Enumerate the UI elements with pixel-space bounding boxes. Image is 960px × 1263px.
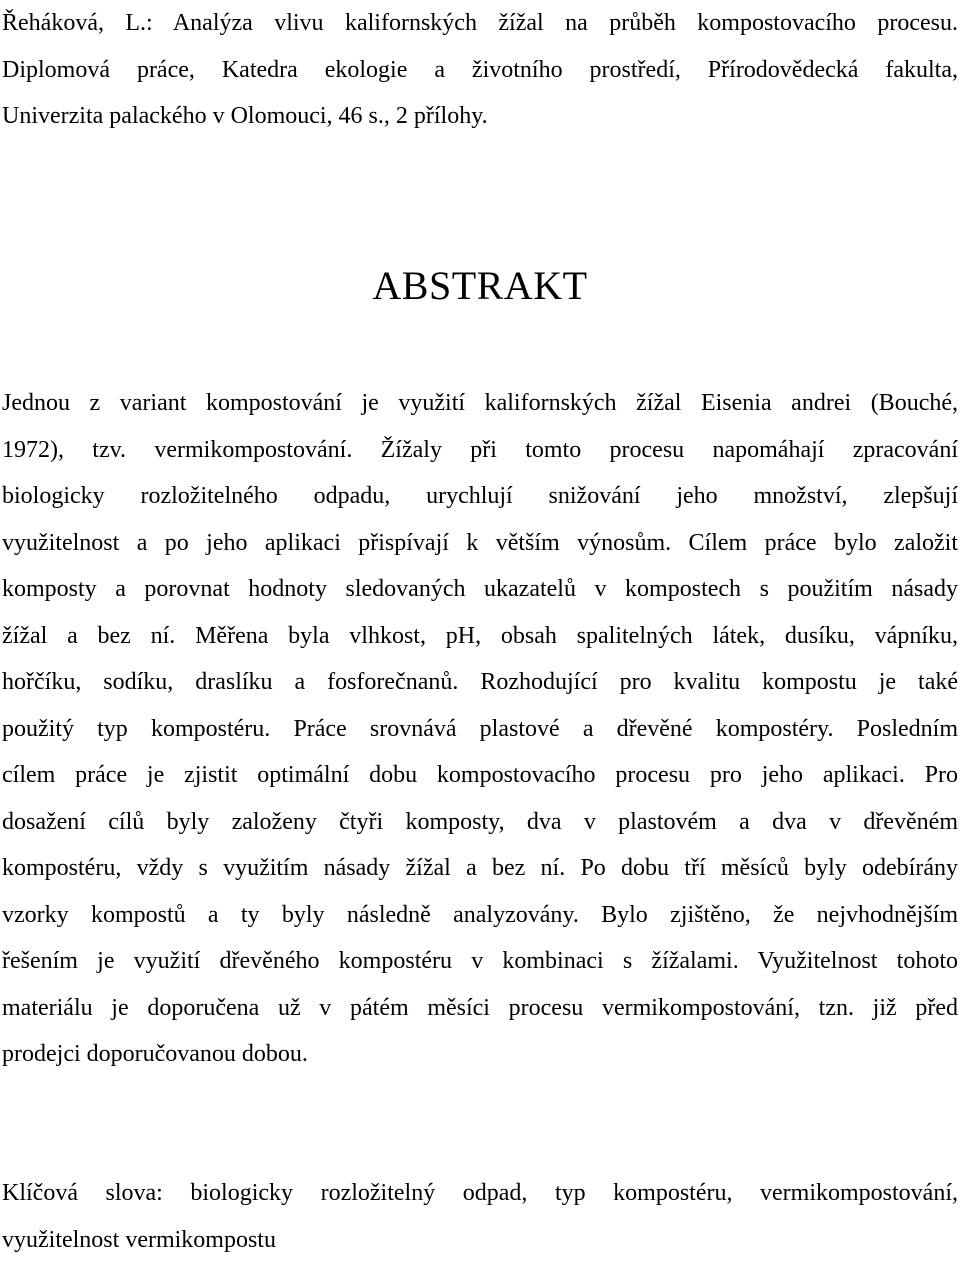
abstract-line: využitelnost a po jeho aplikaci přispívají k větším výnosům. Cílem práce bylo založit <box>2 520 958 567</box>
citation-line: Univerzita palackého v Olomouci, 46 s., 2 přílohy. <box>2 93 958 140</box>
abstract-line: materiálu je doporučena už v pátém měsíci procesu vermikompostování, tzn. již před <box>2 985 958 1032</box>
abstract-line: biologicky rozložitelného odpadu, urychlují snižování jeho množství, zlepšují <box>2 473 958 520</box>
citation-line: Řeháková, L.: Analýza vlivu kalifornských žížal na průběh kompostovacího procesu. <box>2 0 958 47</box>
abstract-line: Jednou z variant kompostování je využití kalifornských žížal Eisenia andrei (Bouché, <box>2 380 958 427</box>
keywords-line: Klíčová slova: biologicky rozložitelný odpad, typ kompostéru, vermikompostování, <box>2 1170 958 1217</box>
abstract-heading: ABSTRAKT <box>2 258 958 314</box>
abstract-line: řešením je využití dřevěného kompostéru v kombinaci s žížalami. Využitelnost tohoto <box>2 938 958 985</box>
keywords-block <box>2 1170 958 1263</box>
abstract-line: 1972), tzv. vermikompostování. Žížaly při tomto procesu napomáhají zpracování <box>2 427 958 474</box>
abstract-line: použitý typ kompostéru. Práce srovnává plastové a dřevěné kompostéry. Posledním <box>2 706 958 753</box>
abstract-line: komposty a porovnat hodnoty sledovaných ukazatelů v kompostech s použitím násady <box>2 566 958 613</box>
document-page <box>2 0 958 1254</box>
abstract-line: vzorky kompostů a ty byly následně analyzovány. Bylo zjištěno, že nejvhodnějším <box>2 892 958 939</box>
citation-block <box>2 0 958 140</box>
abstract-body <box>2 380 958 1078</box>
abstract-line: dosažení cílů byly založeny čtyři komposty, dva v plastovém a dva v dřevěném <box>2 799 958 846</box>
abstract-line: cílem práce je zjistit optimální dobu kompostovacího procesu pro jeho aplikaci. Pro <box>2 752 958 799</box>
abstract-line: prodejci doporučovanou dobou. <box>2 1031 958 1078</box>
keywords-line: využitelnost vermikompostu <box>2 1217 958 1263</box>
abstract-line: kompostéru, vždy s využitím násady žížal a bez ní. Po dobu tří měsíců byly odebírány <box>2 845 958 892</box>
abstract-line: žížal a bez ní. Měřena byla vlhkost, pH, obsah spalitelných látek, dusíku, vápníku, <box>2 613 958 660</box>
abstract-line: hořčíku, sodíku, draslíku a fosforečnanů. Rozhodující pro kvalitu kompostu je také <box>2 659 958 706</box>
citation-line: Diplomová práce, Katedra ekologie a životního prostředí, Přírodovědecká fakulta, <box>2 47 958 94</box>
